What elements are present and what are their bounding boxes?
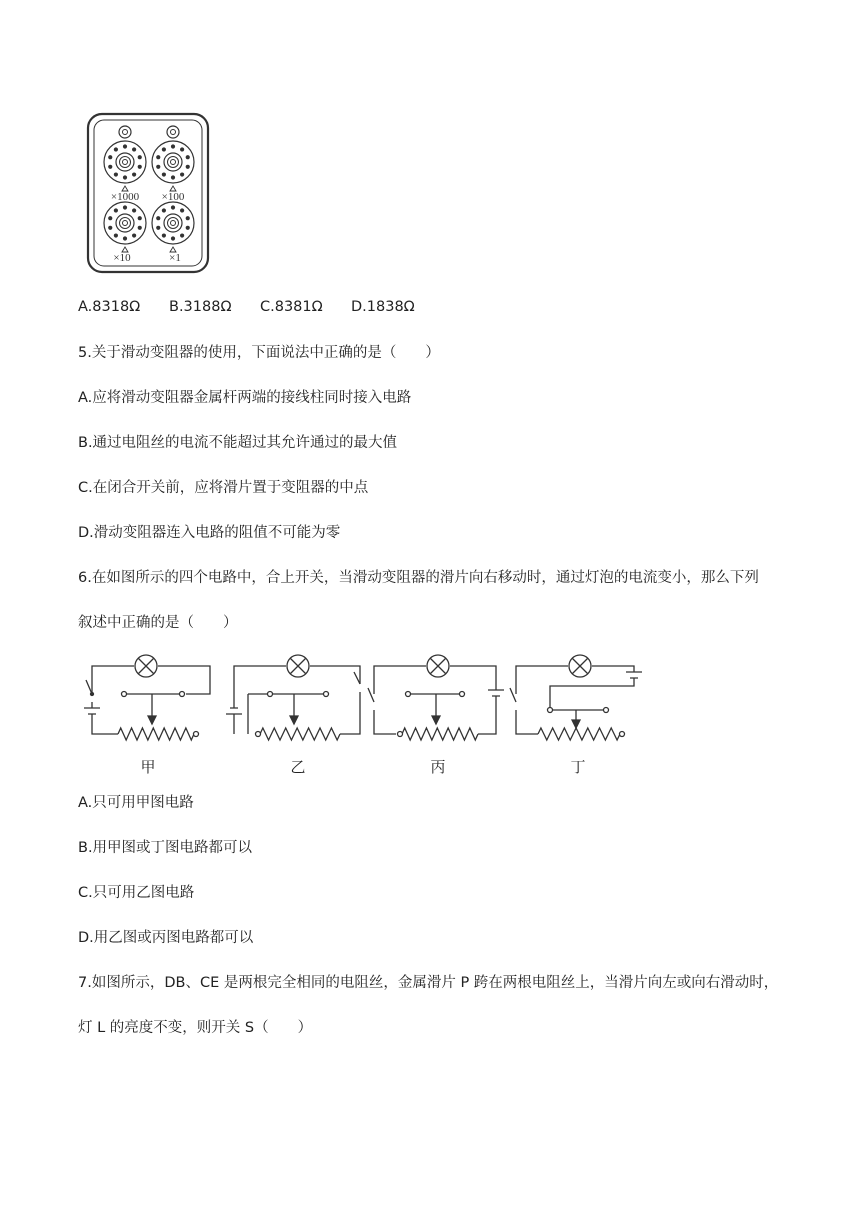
rheostat-icon <box>118 728 194 740</box>
q6-stem-line2: 叙述中正确的是（ ） <box>78 615 238 631</box>
q4-options <box>78 299 415 315</box>
q4-option-c: C.8381Ω <box>260 299 323 315</box>
q5-option-c: C.在闭合开关前，应将滑片置于变阻器的中点 <box>78 480 369 496</box>
resistance-box-svg <box>86 112 210 274</box>
q6-option-b: B.用甲图或丁图电路都可以 <box>78 840 253 856</box>
dial-label-x1: ×1 <box>169 252 181 264</box>
circuit-ding <box>510 655 642 740</box>
box-outer <box>88 114 208 272</box>
circuit-label-yi: 乙 <box>290 758 306 776</box>
dial-label-x100: ×100 <box>161 191 185 203</box>
q7-stem-line2: 灯 L 的亮度不变，则开关 S（ ） <box>78 1020 313 1036</box>
q6-option-d: D.用乙图或丙图电路都可以 <box>78 930 254 946</box>
q5-option-d: D.滑动变阻器连入电路的阻值不可能为零 <box>78 525 341 541</box>
q7-stem-line1: 7.如图所示，DB、CE 是两根完全相同的电阻丝，金属滑片 P 跨在两根电阻丝上，当滑片向左或向右滑动时， <box>78 975 779 991</box>
lamp-icon <box>569 655 591 677</box>
q4-option-a: A.8318Ω <box>78 299 141 315</box>
circuit-jia <box>84 655 210 740</box>
dial-label-x1000: ×1000 <box>110 191 140 203</box>
q6-stem-line1: 6.在如图所示的四个电路中，合上开关，当滑动变阻器的滑片向右移动时，通过灯泡的电流变小，那么下列 <box>78 570 759 586</box>
q4-option-b: B.3188Ω <box>169 299 232 315</box>
circuits-figure <box>78 650 648 780</box>
circuit-label-ding: 丁 <box>570 758 586 776</box>
q6-option-c: C.只可用乙图电路 <box>78 885 195 901</box>
circuit-label-bing: 丙 <box>430 758 446 776</box>
lamp-icon <box>135 655 157 677</box>
switch-icon <box>368 688 374 702</box>
rheostat-icon <box>260 728 340 740</box>
lamp-icon <box>427 655 449 677</box>
q5-stem: 5.关于滑动变阻器的使用，下面说法中正确的是（ ） <box>78 345 440 361</box>
circuit-label-jia: 甲 <box>140 758 156 776</box>
dial-label-x10: ×10 <box>113 252 131 264</box>
q6-option-a: A.只可用甲图电路 <box>78 795 194 811</box>
switch-icon <box>354 672 360 684</box>
switch-icon <box>510 688 516 702</box>
circuit-yi <box>226 655 360 740</box>
circuit-bing <box>368 655 504 740</box>
rheostat-icon <box>538 728 620 740</box>
q5-option-a: A.应将滑动变阻器金属杆两端的接线柱同时接入电路 <box>78 390 412 406</box>
q4-option-d: D.1838Ω <box>351 299 415 315</box>
battery-icon <box>84 702 118 734</box>
switch-icon <box>86 680 92 694</box>
q5-option-b: B.通过电阻丝的电流不能超过其允许通过的最大值 <box>78 435 398 451</box>
resistance-box-figure <box>86 112 210 274</box>
rheostat-icon <box>402 728 478 740</box>
lamp-icon <box>287 655 309 677</box>
